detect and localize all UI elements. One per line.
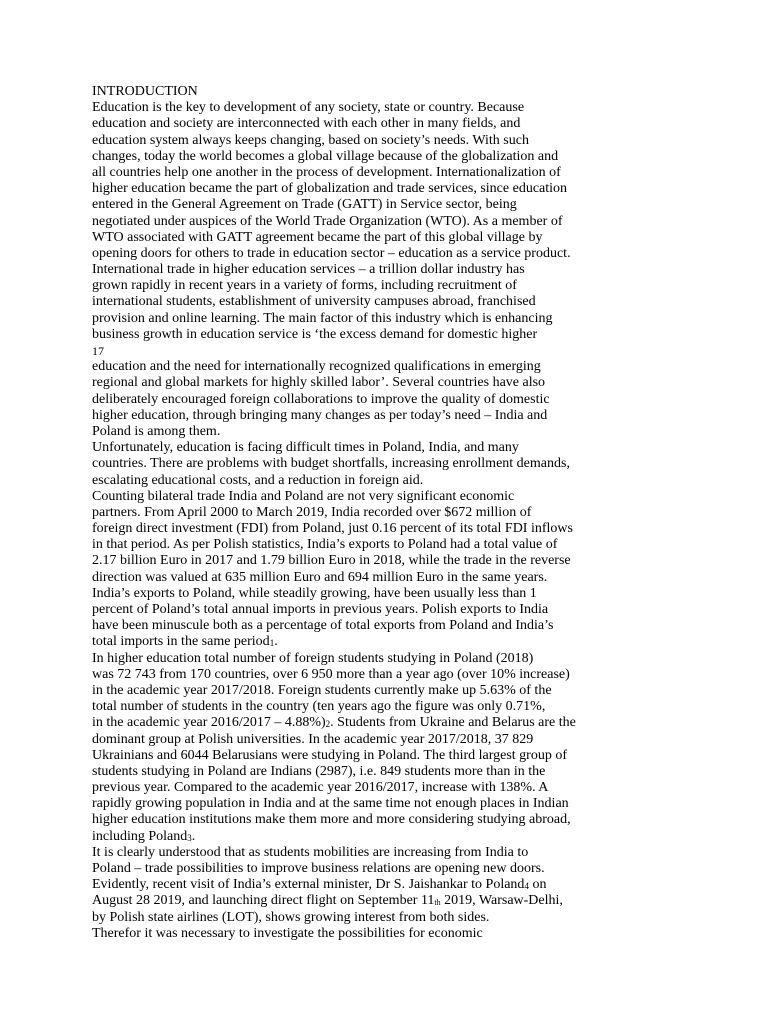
text-span: In higher education total number of foreign students studying in Poland (2018): [92, 650, 534, 666]
text-line: [92, 456, 612, 472]
text-span: 2019, Warsaw-Delhi,: [440, 893, 563, 909]
text-line: [92, 780, 612, 796]
text-span: was 72 743 from 170 countries, over 6 950 more than a year ago (over 10% increase): [92, 666, 570, 682]
text-line: [92, 311, 612, 327]
text-line: [92, 910, 612, 926]
text-span: .: [274, 634, 278, 650]
text-line: [92, 602, 612, 618]
text-span: WTO associated with GATT agreement became the part of this global village by: [92, 229, 543, 245]
text-line: [92, 861, 612, 877]
text-line: [92, 699, 612, 715]
text-line: [92, 262, 612, 278]
text-line: [92, 926, 612, 942]
text-line: [92, 359, 612, 375]
text-line: [92, 651, 612, 667]
text-span: International trade in higher education services – a trillion dollar industry has: [92, 262, 525, 278]
text-span: higher education institutions make them more and more considering studying abroad,: [92, 812, 571, 828]
text-line: [92, 537, 612, 553]
text-line: [92, 796, 612, 812]
text-line: [92, 667, 612, 683]
text-span: education and society are interconnected with each other in many fields, and: [92, 116, 521, 132]
text-span: business growth in education service is ‘the excess demand for domestic higher: [92, 326, 538, 342]
text-span: .: [191, 828, 196, 844]
text-line: [92, 553, 612, 569]
text-span: entered in the General Agreement on Trade (GATT) in Service sector, being: [92, 197, 517, 213]
text-line: [92, 294, 612, 310]
text-span: international students, establishment of university campuses abroad, franchised: [92, 294, 536, 310]
text-line: [92, 165, 612, 181]
text-span: Therefor it was necessary to investigate the possibilities for economic: [92, 925, 483, 941]
text-span: rapidly growing population in India and at the same time not enough places in Indian: [92, 796, 569, 812]
text-line: [92, 489, 612, 505]
text-line: [92, 424, 612, 440]
text-line: [92, 473, 612, 489]
text-span: by Polish state airlines (LOT), shows growing interest from both sides.: [92, 909, 490, 925]
text-span: higher education, through bringing many changes as per today’s need – India and: [92, 407, 548, 423]
footnote-ref: 4: [524, 881, 529, 892]
text-span: students studying in Poland are Indians (2987), i.e. 849 students more than in the: [92, 763, 546, 779]
text-line: [92, 715, 612, 731]
text-span: Education is the key to development of any society, state or country. Because: [92, 100, 525, 116]
text-span: grown rapidly in recent years in a variety of forms, including recruitment of: [92, 278, 517, 294]
text-span: 2.17 billion Euro in 2017 and 1.79 billion Euro in 2018, while the trade in the reverse: [92, 553, 571, 569]
text-line: [92, 408, 612, 424]
text-line: [92, 133, 612, 149]
text-line: [92, 829, 612, 845]
text-line: [92, 327, 612, 343]
text-span: Poland – trade possibilities to improve business relations are opening new doors.: [92, 861, 545, 876]
text-span: in the academic year 2017/2018. Foreign students currently make up 5.63% of the: [92, 682, 552, 698]
text-span: total number of students in the country (ten years ago the figure was only 0.71%,: [92, 699, 546, 715]
text-line: [92, 634, 612, 650]
text-line: [92, 877, 612, 893]
text-span: negotiated under auspices of the World Trade Organization (WTO). As a member of: [92, 213, 563, 229]
section-heading: [92, 84, 612, 100]
text-span: have been minuscule both as a percentage of total exports from Poland and India’s: [92, 618, 554, 634]
text-line: [92, 586, 612, 602]
text-line: [92, 683, 612, 699]
text-line: [92, 246, 612, 262]
text-span: in the academic year 2016/2017 – 4.88%): [92, 715, 326, 731]
text-span: It is clearly understood that as students mobilities are increasing from India to: [92, 844, 529, 860]
text-line: [92, 521, 612, 537]
page-number-text: 17: [92, 344, 104, 358]
text-span: countries. There are problems with budget shortfalls, increasing enrollment demands,: [92, 456, 570, 472]
text-line: [92, 181, 612, 197]
text-line: [92, 748, 612, 764]
text-span: in that period. As per Polish statistics, India’s exports to Poland had a total value of: [92, 537, 558, 553]
text-span: education system always keeps changing, based on society’s needs. With such: [92, 132, 529, 148]
text-line: [92, 214, 612, 230]
text-span: percent of Poland’s total annual imports in previous years. Polish exports to India: [92, 602, 549, 617]
document-body: [92, 84, 612, 942]
text-span: education and the need for internationally recognized qualifications in emerging: [92, 359, 541, 375]
text-line: [92, 732, 612, 748]
text-line: [92, 845, 612, 861]
text-line: [92, 197, 612, 213]
text-line: [92, 230, 612, 246]
text-span: Unfortunately, education is facing difficult times in Poland, India, and many: [92, 440, 519, 456]
text-line: [92, 375, 612, 391]
text-line: [92, 764, 612, 780]
page-number: [92, 343, 612, 359]
text-line: [92, 116, 612, 132]
text-span: provision and online learning. The main factor of this industry which is enhancing: [92, 310, 553, 326]
text-span: regional and global markets for highly skilled labor’. Several countries have also: [92, 375, 546, 391]
text-span: Ukrainians and 6044 Belarusians were studying in Poland. The third largest group of: [92, 747, 568, 763]
text-span: Poland is among them.: [92, 423, 221, 439]
footnote-ref: 2: [325, 719, 331, 730]
text-line: [92, 392, 612, 408]
text-span: opening doors for others to trade in education sector – education as a service product.: [92, 245, 571, 261]
text-span: deliberately encouraged foreign collaborations to improve the quality of domestic: [92, 391, 550, 407]
text-line: [92, 100, 612, 116]
text-span: August 28 2019, and launching direct flight on September 11: [92, 893, 435, 909]
text-span: including Poland: [92, 828, 188, 844]
text-span: on: [528, 877, 547, 893]
footnote-ref: 3: [187, 832, 192, 843]
text-span: changes, today the world becomes a global village because of the globalization and: [92, 148, 559, 164]
text-span: escalating educational costs, and a reduction in foreign aid.: [92, 472, 424, 488]
text-line: [92, 440, 612, 456]
text-span: foreign direct investment (FDI) from Poland, just 0.16 percent of its total FDI inflows: [92, 521, 573, 537]
text-line: [92, 812, 612, 828]
text-span: all countries help one another in the process of development. Internationalization of: [92, 164, 561, 180]
text-line: [92, 618, 612, 634]
text-line: [92, 278, 612, 294]
text-span: higher education became the part of globalization and trade services, since education: [92, 181, 568, 197]
text-line: [92, 149, 612, 165]
text-line: [92, 505, 612, 521]
text-line: [92, 570, 612, 586]
text-span: total imports in the same period: [92, 634, 270, 650]
text-span: Evidently, recent visit of India’s external minister, Dr S. Jaishankar to Poland: [92, 877, 525, 893]
text-span: India’s exports to Poland, while steadily growing, have been usually less than 1: [92, 585, 537, 601]
text-span: direction was valued at 635 million Euro and 694 million Euro in the same years.: [92, 569, 548, 585]
footnote-ref: 1: [269, 638, 275, 649]
text-span: Counting bilateral trade India and Poland are not very significant economic: [92, 488, 515, 504]
text-line: [92, 893, 612, 909]
heading-text: INTRODUCTION: [92, 84, 198, 99]
ordinal-suffix: th: [434, 898, 441, 908]
text-span: partners. From April 2000 to March 2019, India recorded over $672 million of: [92, 504, 532, 520]
text-span: dominant group at Polish universities. In the academic year 2017/2018, 37 829: [92, 731, 534, 747]
text-span: . Students from Ukraine and Belarus are the: [330, 715, 576, 731]
text-span: previous year. Compared to the academic year 2016/2017, increase with 138%. A: [92, 780, 549, 796]
